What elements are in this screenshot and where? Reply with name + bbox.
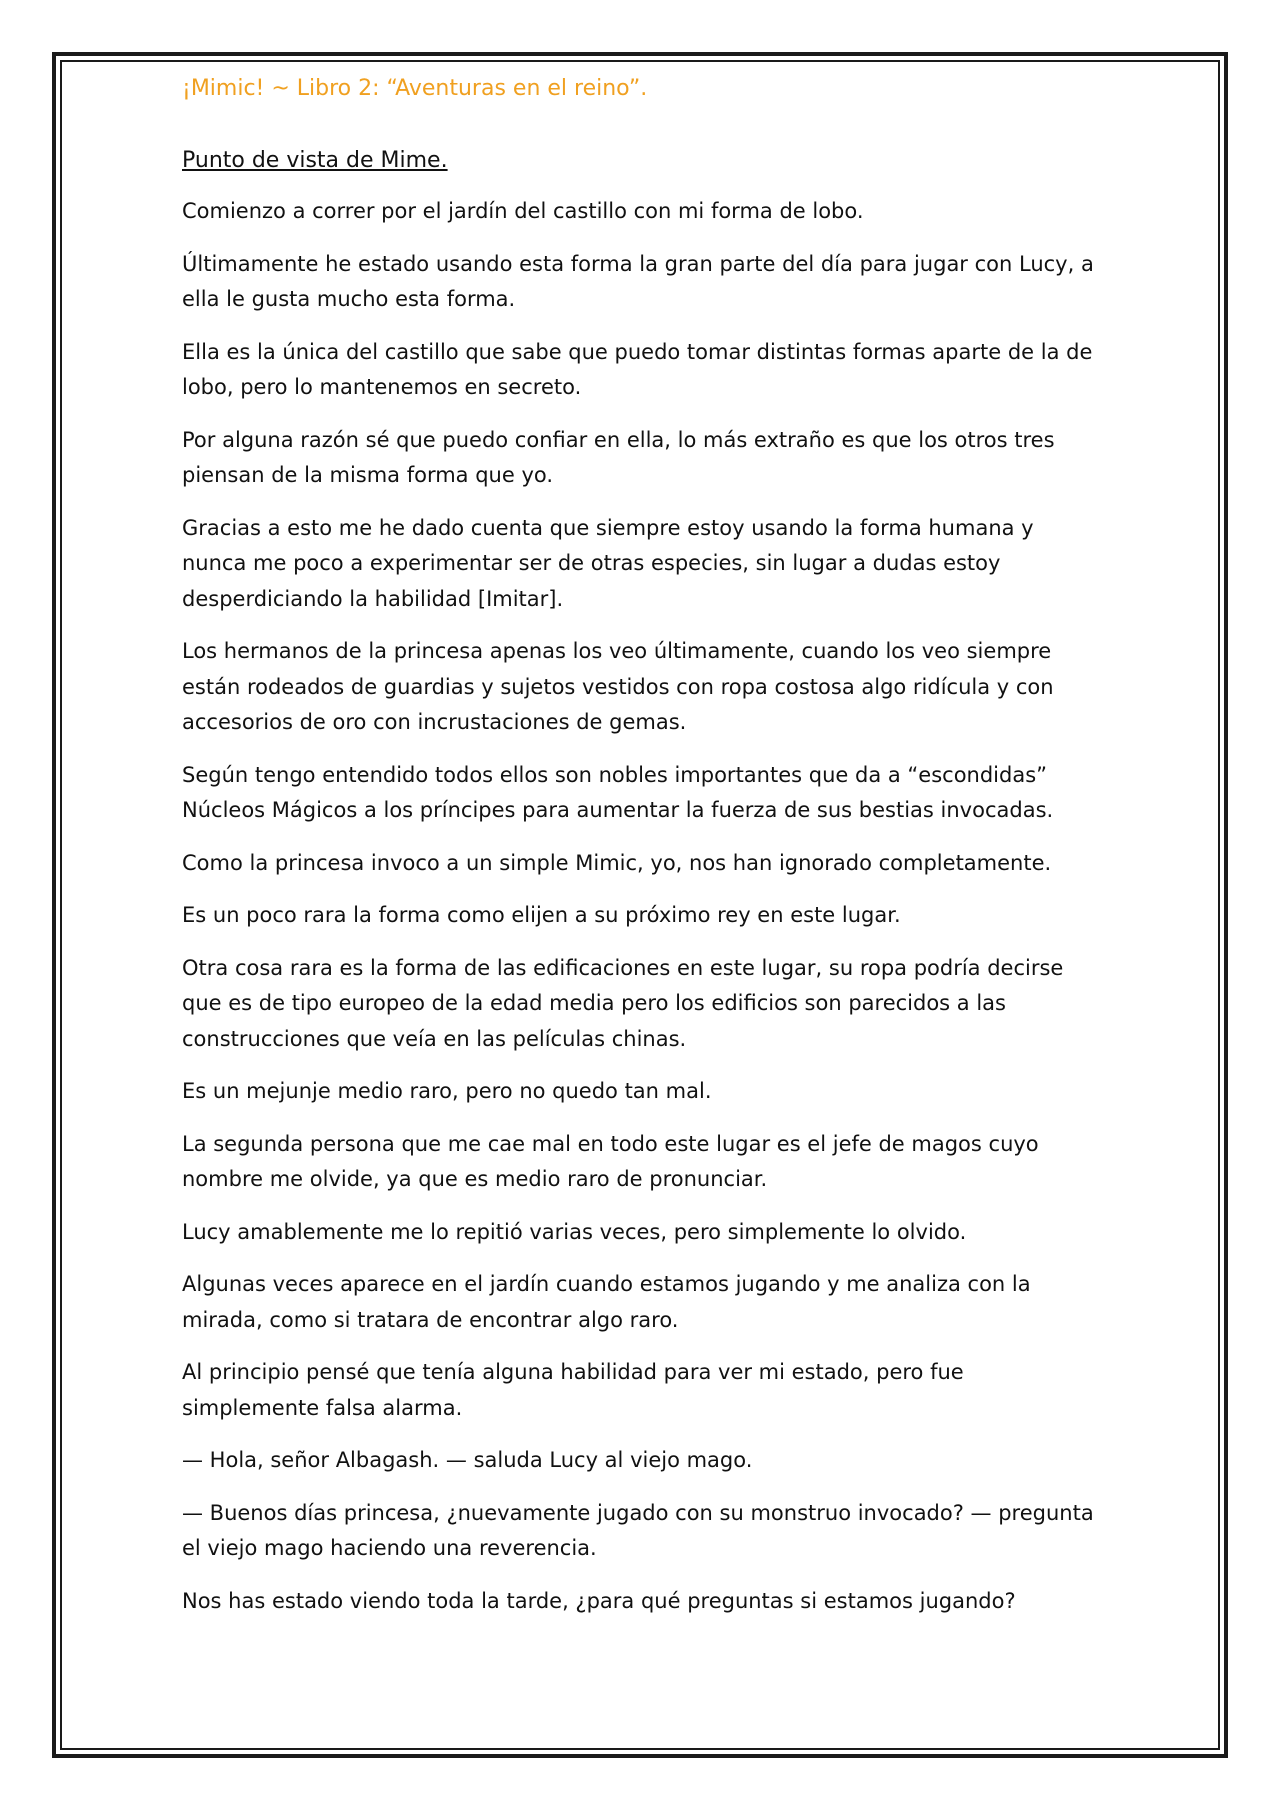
paragraph: Los hermanos de la princesa apenas los veo últimamente, cuando los veo siempre están rodeados de guardias y sujetos vestidos con ropa costosa algo ridícula y con accesorios de oro con incrustaciones de gemas. xyxy=(182,639,1054,734)
paragraph: Otra cosa rara es la forma de las edificaciones en este lugar, su ropa podría decirse que es de tipo europeo de la edad media pero los edificios son parecidos a las construcciones que veía en las películas chinas. xyxy=(182,955,1064,1051)
paragraph: — Buenos días princesa, ¿nuevamente jugado con su monstruo invocado? — pregunta el viejo mago haciendo una reverencia. xyxy=(182,1500,1094,1560)
paragraph: Comienzo a correr por el jardín del castillo con mi forma de lobo. xyxy=(182,199,864,223)
paragraph: Por alguna razón sé que puedo confiar en ella, lo más extraño es que los otros tres piensan de la misma forma que yo. xyxy=(182,427,1055,487)
page-content xyxy=(182,74,1102,1636)
paragraph: La segunda persona que me cae mal en todo este lugar es el jefe de magos cuyo nombre me olvide, ya que es medio raro de pronunciar. xyxy=(182,1131,1039,1191)
paragraph: Lucy amablemente me lo repitió varias veces, pero simplemente lo olvido. xyxy=(182,1219,967,1244)
section-title: Punto de vista de Mime. xyxy=(182,148,448,173)
paragraph: Como la princesa invoco a un simple Mimic, yo, nos han ignorado completamente. xyxy=(182,850,1052,875)
paragraph: Es un mejunje medio raro, pero no quedo tan mal. xyxy=(182,1079,712,1103)
paragraph: Gracias a esto me he dado cuenta que siempre estoy usando la forma humana y nunca me poco a experimentar ser de otras especies, sin lugar a dudas estoy desperdiciando la habilidad [Imitar]. xyxy=(182,515,1034,611)
paragraph: Según tengo entendido todos ellos son nobles importantes que da a “escondidas” Núcleos Mágicos a los príncipes para aumentar la fuerza de sus bestias invocadas. xyxy=(182,762,1054,822)
paragraph: Es un poco rara la forma como elijen a su próximo rey en este lugar. xyxy=(182,903,901,927)
book-header-title: ¡Mimic! ~ Libro 2: “Aventuras en el reino”. xyxy=(182,76,648,101)
paragraph: Ella es la única del castillo que sabe que puedo tomar distintas formas aparte de la de lobo, pero lo mantenemos en secreto. xyxy=(182,339,1093,399)
paragraph: — Hola, señor Albagash. — saluda Lucy al viejo mago. xyxy=(182,1448,753,1472)
paragraph: Últimamente he estado usando esta forma la gran parte del día para jugar con Lucy, a ella le gusta mucho esta forma. xyxy=(182,251,1094,311)
paragraph: Nos has estado viendo toda la tarde, ¿para qué preguntas si estamos jugando? xyxy=(182,1588,1016,1613)
paragraph: Algunas veces aparece en el jardín cuando estamos jugando y me analiza con la mirada, como si tratara de encontrar algo raro. xyxy=(182,1272,1031,1332)
paragraph: Al principio pensé que tenía alguna habilidad para ver mi estado, pero fue simplemente falsa alarma. xyxy=(182,1360,964,1420)
